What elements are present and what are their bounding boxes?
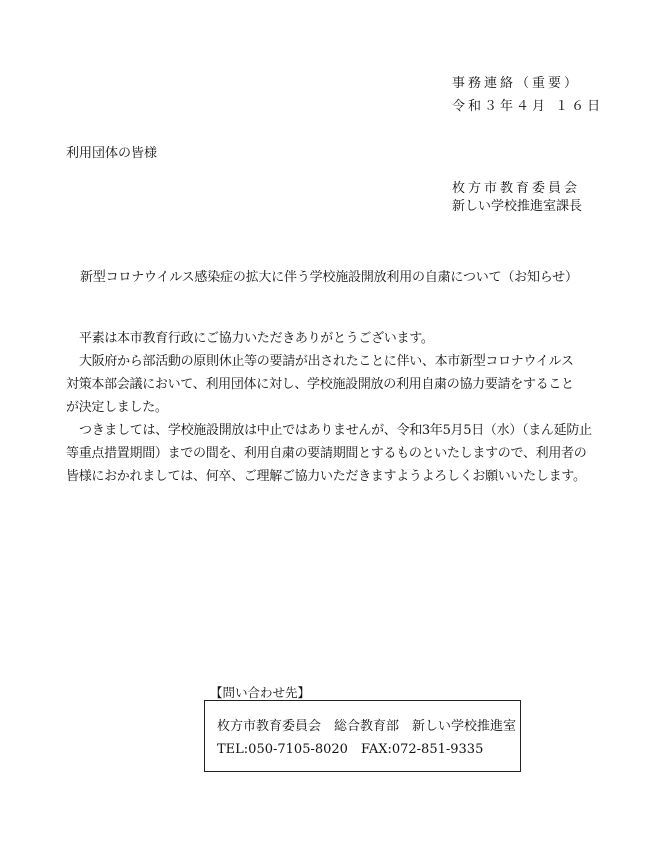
body-line: 平素は本市教育行政にご協力いただきありがとうございます。 [79,331,434,346]
sender-organization: 枚方市教育委員会 [452,181,581,196]
sender-title: 新しい学校推進室課長 [452,199,583,214]
contact-box [204,700,521,772]
notice-type: 事務連絡（重要） [452,76,581,91]
body-paragraph [66,327,592,488]
document-date: 令和３年４月 １６日 [452,99,604,114]
document-title: 新型コロナウイルス感染症の拡大に伴う学校施設開放利用の自粛について（お知らせ） [80,270,578,285]
recipient: 利用団体の皆様 [66,146,158,161]
body-line: 大阪府から部活動の原則休止等の要請が出されたことに伴い、本市新型コロナウイルス [79,354,574,369]
body-line: 等重点措置期間）までの間を、利用自粛の要請期間とするものといたしますので、利用者の [66,446,587,461]
contact-department: 枚方市教育委員会 総合教育部 新しい学校推進室 [217,719,517,734]
body-line: 皆様におかれましては、何卒、ご理解ご協力いただきますようよろしくお願いいたします。 [66,469,586,484]
body-line: 対策本部会議において、利用団体に対し、学校施設開放の利用自粛の協力要請をすること [66,377,574,392]
body-line: が決定しました。 [66,400,168,415]
contact-phone-fax: TEL:050-7105-8020 FAX:072-851-9335 [217,742,484,757]
body-line: つきましては、学校施設開放は中止ではありませんが、令和3年5月5日（水）（まん延防止 [79,423,592,438]
contact-heading: 【問い合わせ先】 [210,685,311,700]
